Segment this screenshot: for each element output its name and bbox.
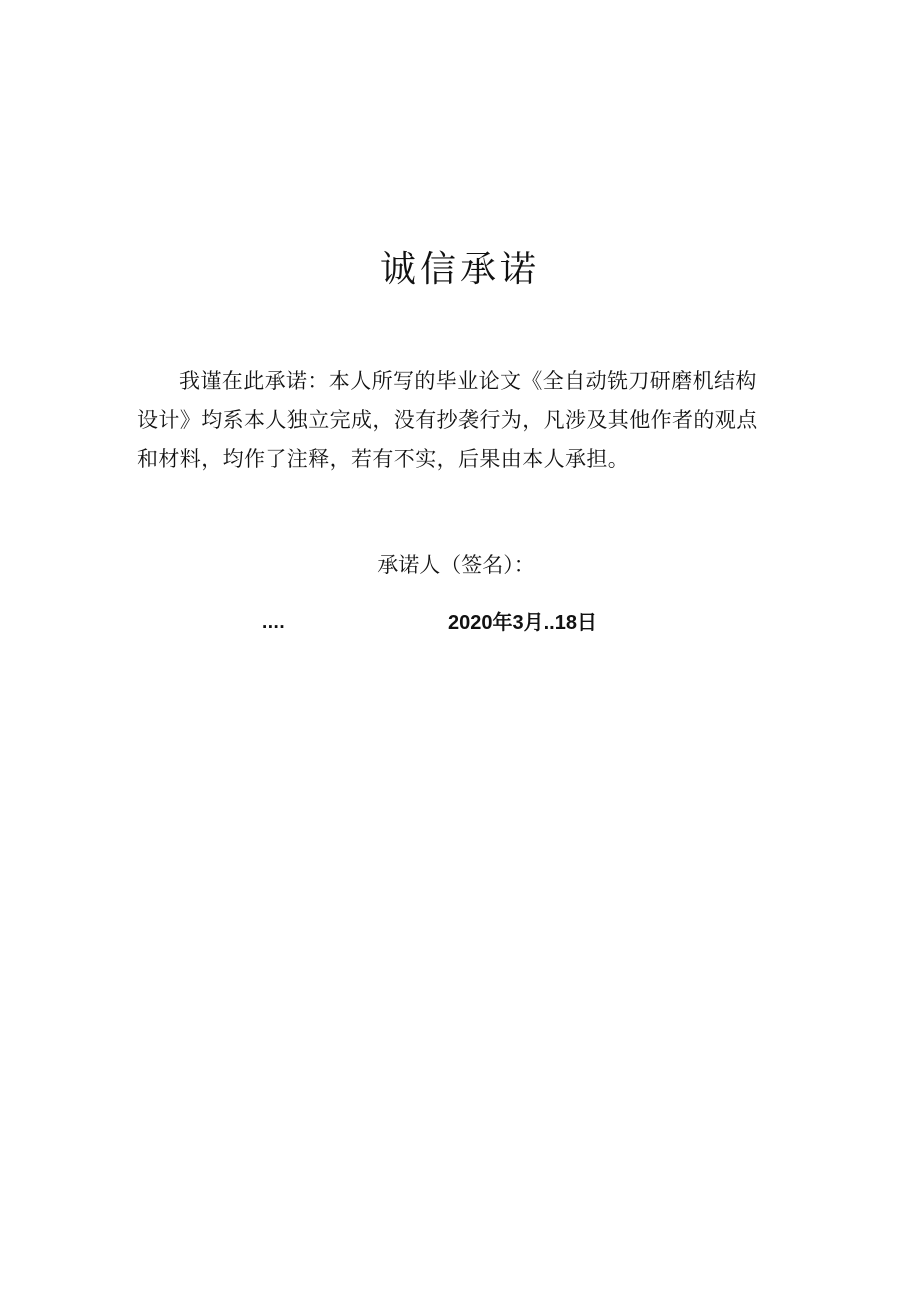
signature-row xyxy=(0,548,920,582)
signature-placeholder: .... xyxy=(262,612,286,633)
pledge-paragraph xyxy=(137,362,773,479)
page-title: 诚信承诺 xyxy=(379,249,540,290)
signature-date: 2020年3月..18日 xyxy=(448,612,597,634)
pledge-line-3: 和材料，均作了注释，若有不实，后果由本人承担。 xyxy=(137,447,630,471)
signature-label: 承诺人（签名）： xyxy=(377,553,535,577)
pledge-line-1: 我谨在此承诺：本人所写的毕业论文《全自动铣刀研磨机结构 xyxy=(179,369,757,393)
pledge-line-2: 设计》均系本人独立完成，没有抄袭行为，凡涉及其他作者的观点 xyxy=(137,408,758,432)
